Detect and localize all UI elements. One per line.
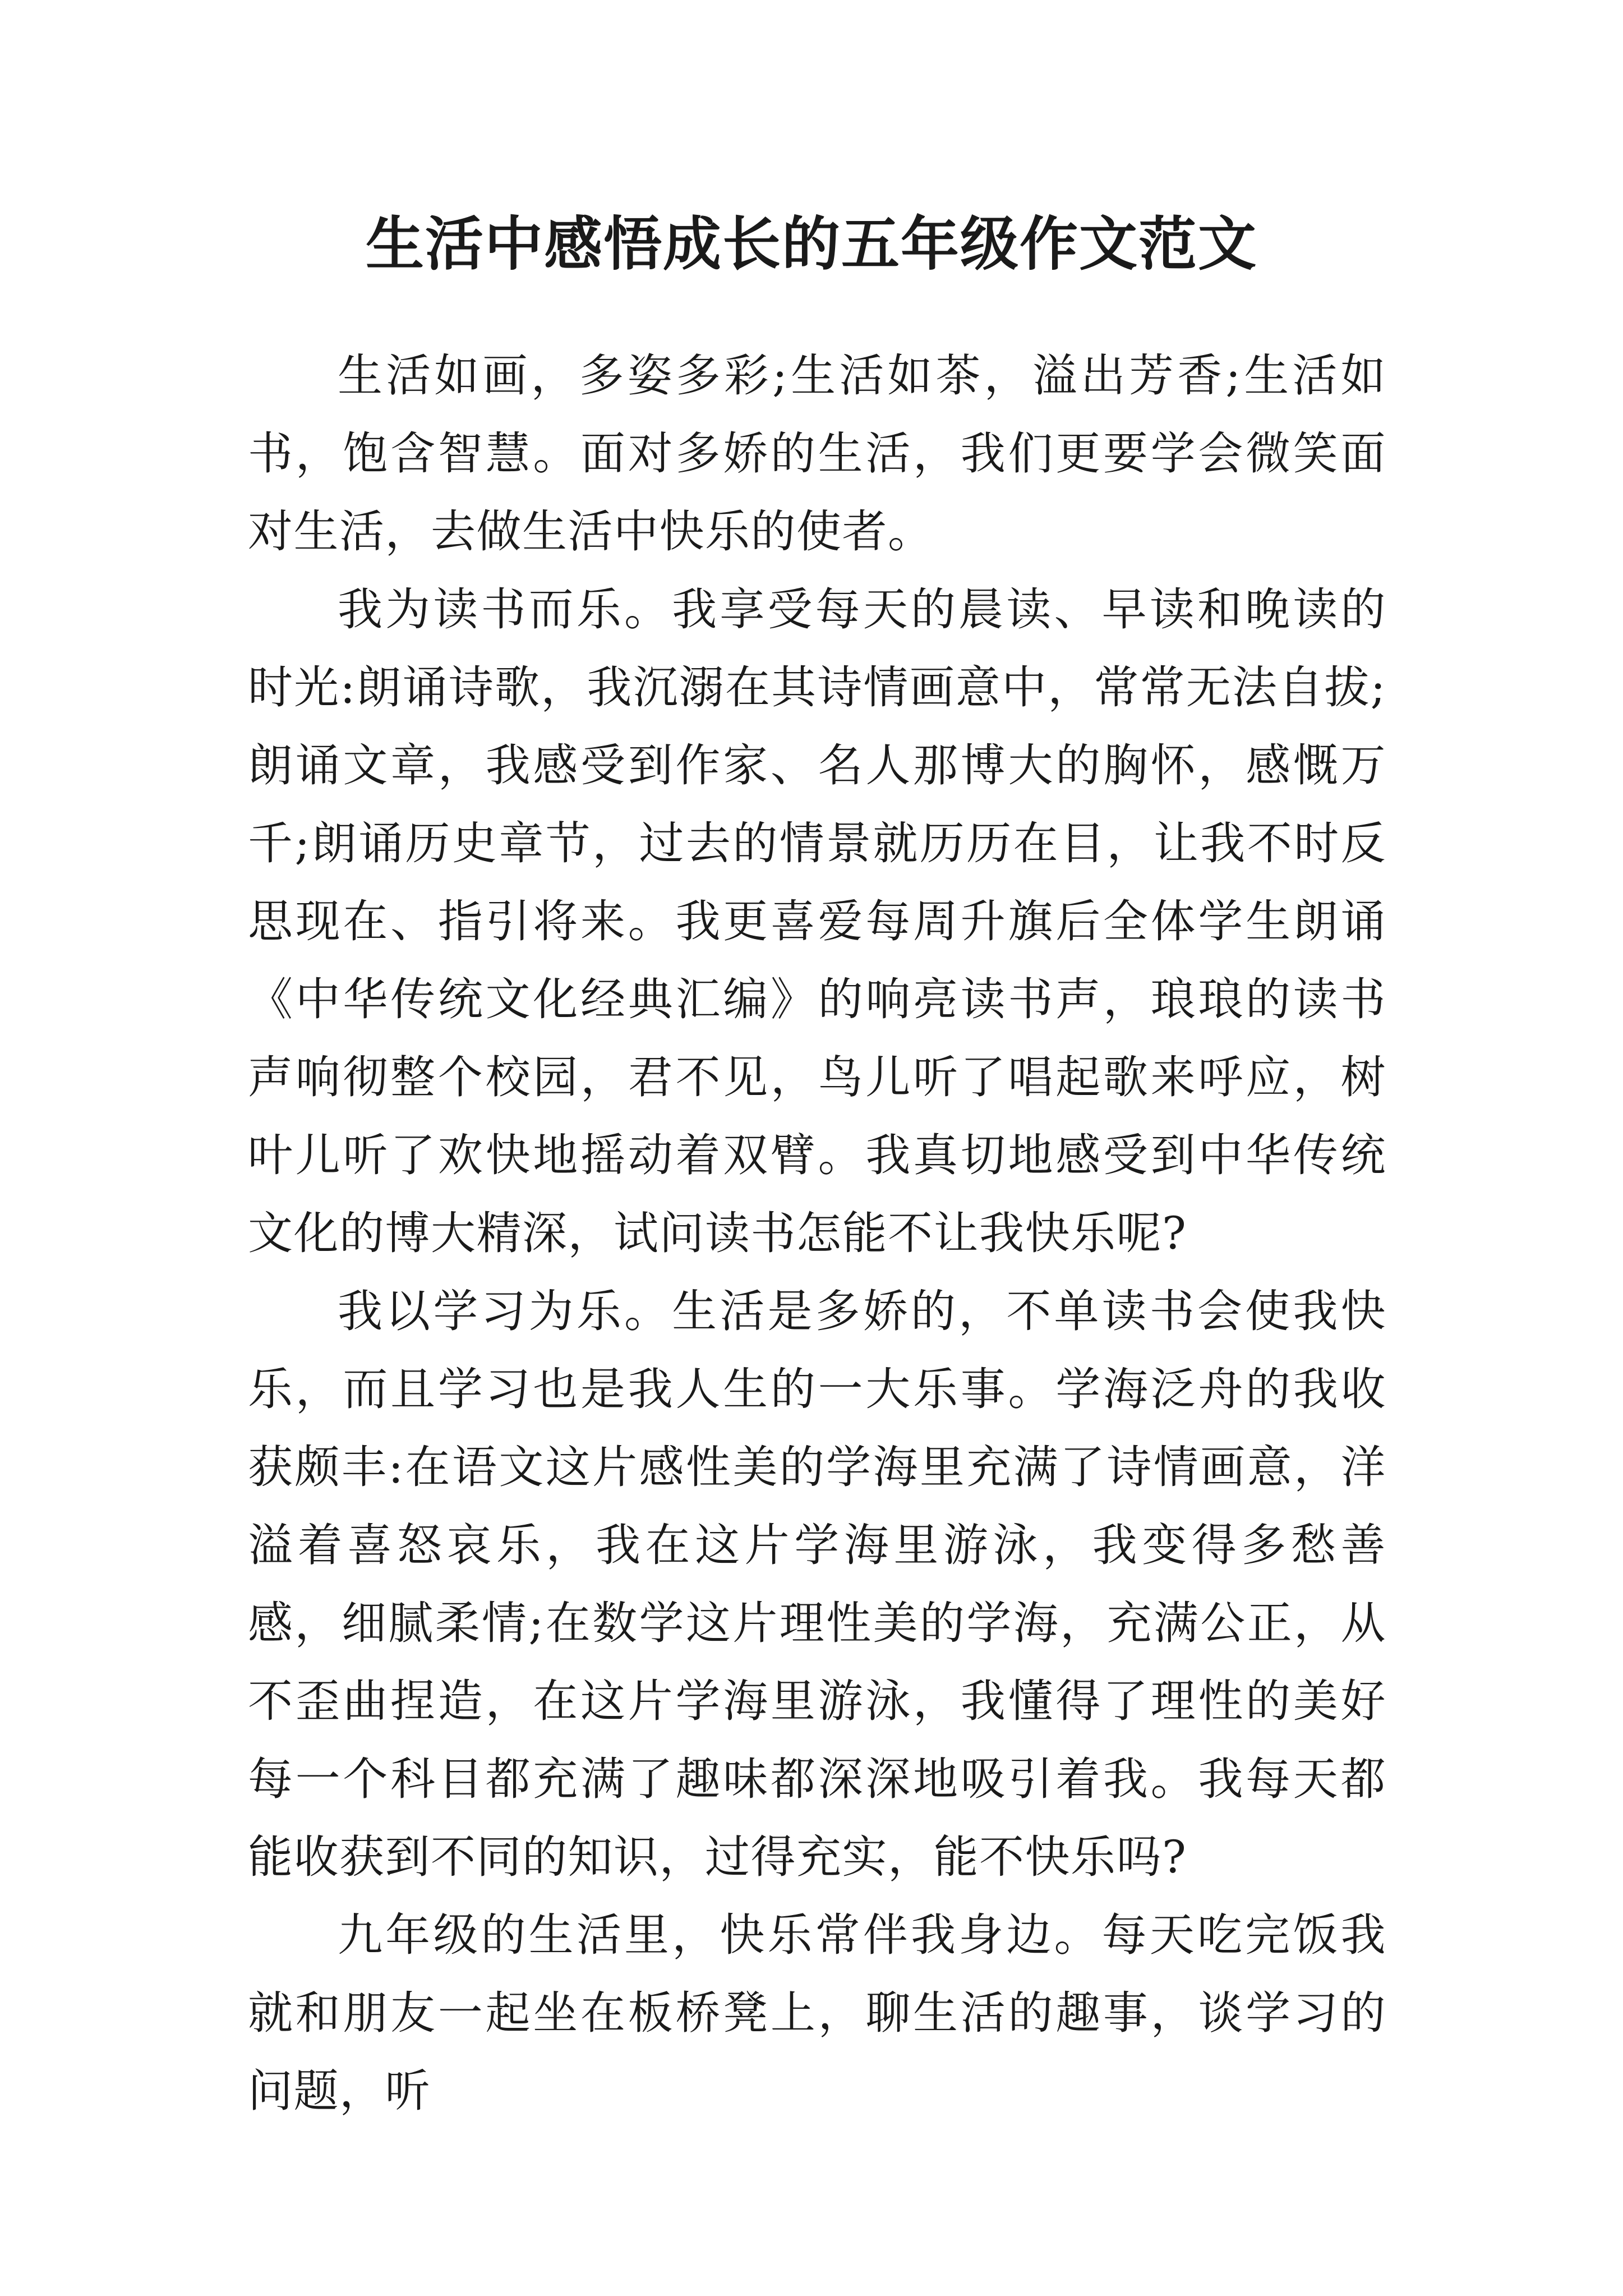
paragraph: 我为读书而乐。我享受每天的晨读、早读和晚读的时光:朗诵诗歌，我沉溺在其诗情画意中，常常无法自拔;朗诵文章，我感受到作家、名人那博大的胸怀，感慨万千;朗诵历史章节，过去的情景就历历在目，让我不时反思现在、指引将来。我更喜爱每周升旗后全体学生朗诵《中华传统文化经典汇编》的响亮读书声，琅琅的读书声响彻整个校园，君不见，鸟儿听了唱起歌来呼应，树叶儿听了欢快地摇动着双臂。我真切地感受到中华传统文化的博大精深，试问读书怎能不让我快乐呢? [248,583,1386,1259]
paragraph: 生活如画，多姿多彩;生活如茶，溢出芳香;生活如书，饱含智慧。面对多娇的生活，我们更要学会微笑面对生活，去做生活中快乐的使者。 [248,349,1386,558]
document-title: 生活中感悟成长的五年级作文范文 [365,209,1257,278]
paragraph: 九年级的生活里，快乐常伴我身边。每天吃完饭我就和朋友一起坐在板桥凳上，聊生活的趣事，谈学习的问题，听 [248,1909,1386,2117]
paragraph: 我以学习为乐。生活是多娇的，不单读书会使我快乐，而且学习也是我人生的一大乐事。学海泛舟的我收获颇丰:在语文这片感性美的学海里充满了诗情画意，洋溢着喜怒哀乐，我在这片学海里游泳，我变得多愁善感，细腻柔情;在数学这片理性美的学海，充满公正，从不歪曲捏造，在这片学海里游泳，我懂得了理性的美好每一个科目都充满了趣味都深深地吸引着我。我每天都能收获到不同的知识，过得充实，能不快乐吗? [248,1285,1386,1883]
document-body [248,337,1386,2130]
